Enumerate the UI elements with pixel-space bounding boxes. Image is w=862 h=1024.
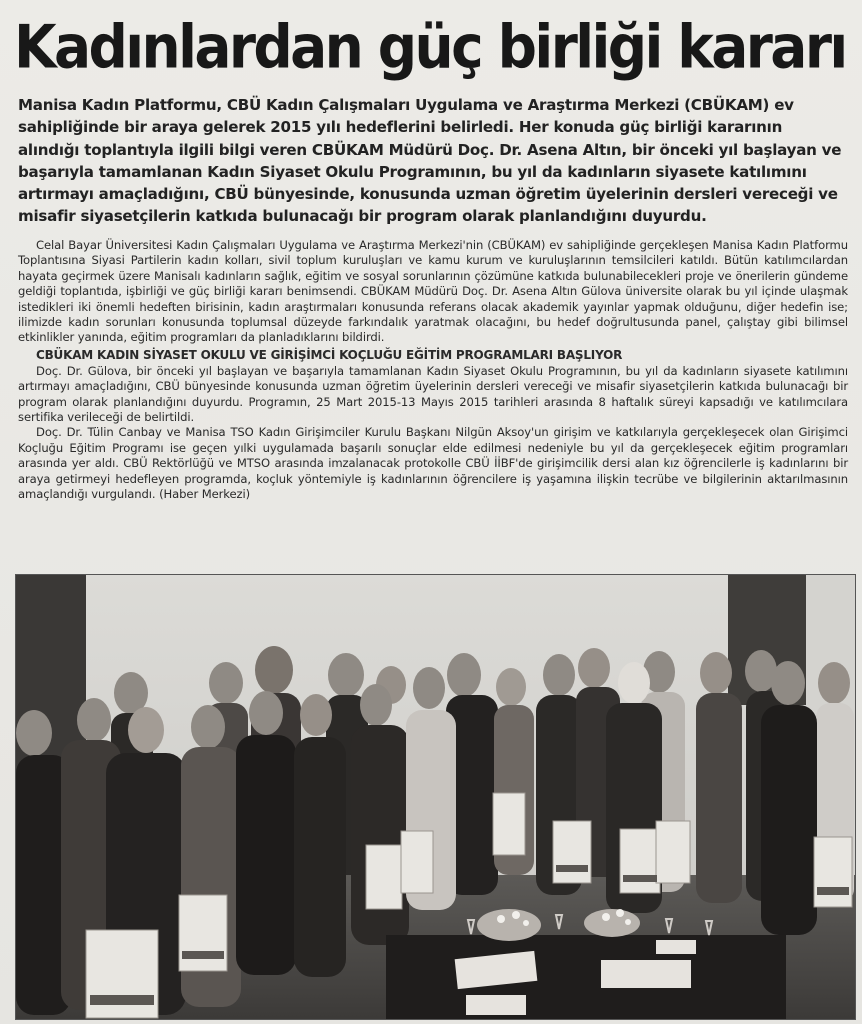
subheading: CBÜKAM KADIN SİYASET OKULU VE GİRİŞİMCİ KOÇLUĞU EĞİTİM PROGRAMLARI BAŞLIYOR — [36, 347, 623, 362]
group-photo-illustration — [16, 575, 855, 1019]
headline: Kadınlardan güç birliği kararı — [14, 12, 846, 82]
article-body — [18, 238, 848, 503]
group-photo — [15, 574, 856, 1020]
body-paragraph-2: Doç. Dr. Gülova, bir önceki yıl başlayan ve başarıyla tamamlanan Kadın Siyaset Okulu Programının, bu yıl da kadınların siyasete katılımını artırmayı amaçladığını, CBÜ bünyesinde konusunda uzman öğretim üyelerinin dersleri vereceği ve misafir siyasetçilerin katkıda bulunacağı bir program olarak planlandığını duyurdu. Programın, 25 Mart 2015-13 Mayıs 2015 tarihleri arasında 8 haftalık süreyi kapsadığı ve katılımcılara sertifika verileceği de belirtildi. — [18, 363, 848, 425]
body-paragraph-1: Celal Bayar Üniversitesi Kadın Çalışmaları Uygulama ve Araştırma Merkezi'nin (CBÜKAM) ev sahipliğinde gerçekleşen Manisa Kadın Platformu Toplantısına Siyasi Partilerin kadın kolları, sivil toplum kuruluşları ve kamu kurum ve kuruluşlarının temsilcileri katıldı. Bütün katılımcılardan hayata geçirmek üzere Manisalı kadınların sağlık, eğitim ve sosyal sorunlarının çözümüne katkıda bulunabilecekleri proje ve önerilerin gündeme geldiği toplantıda, işbirliği ve güç birliği kararı benimsendi. CBÜKAM Müdürü Doç. Dr. Asena Altın Gülova üniversite olarak bu yıl içinde ulaşmak istedikleri iki önemli hedeften birisinin, kadın araştırmaları konusunda referans olacak akademik yayınlar yapmak olduğunu, diğer hedefin ise; ilimizde kadın sorunları konusunda toplumsal düzeyde farkındalık yaratmak olacağını, bu hedef doğrultusunda panel, çalıştay gibi bilimsel etkinlikler yanında, eğitim programları da planladıklarını bildirdi. — [18, 238, 848, 345]
lead-paragraph: Manisa Kadın Platformu, CBÜ Kadın Çalışmaları Uygulama ve Araştırma Merkezi (CBÜKAM) ev sahipliğinde bir araya gelerek 2015 yılı hedeflerini belirledi. Her konuda güç birliği kararının alındığı toplantıyla ilgili bilgi veren CBÜKAM Müdürü Doç. Dr. Asena Altın, bir önceki yıl başlayan ve başarıyla tamamlanan Kadın Siyaset Okulu Programının, bu yıl da kadınların siyasete katılımını artırmayı amaçladığını, CBÜ bünyesinde, konusunda uzman öğretim üyelerinin dersleri vereceği ve misafir siyasetçilerin katkıda bulunacağı bir program olarak planlandığını duyurdu. — [18, 96, 842, 226]
body-paragraph-3: Doç. Dr. Tülin Canbay ve Manisa TSO Kadın Girişimciler Kurulu Başkanı Nilgün Aksoy'un girişim ve katkılarıyla gerçekleşecek olan Girişimci Koçluğu Eğitim Programı ise geçen yılki uygulamada başarılı sonuçlar elde edilmesi nedeniyle bu yıl da gerçekleşecek eğitim programları arasında yer aldı. CBÜ Rektörlüğü ve MTSO arasında imzalanacak protokolle CBÜ İİBF'de girişimcilik dersi alan kız öğrencilerle iş kadınlarını bir araya getirmeyi hedefleyen programda, koçluk yöntemiyle iş kadınlarının öğrencilere iş yaşamına ilişkin tecrübe ve bilgilerinin aktarılmasının amaçlandığı vurgulandı. (Haber Merkezi) — [18, 425, 848, 502]
